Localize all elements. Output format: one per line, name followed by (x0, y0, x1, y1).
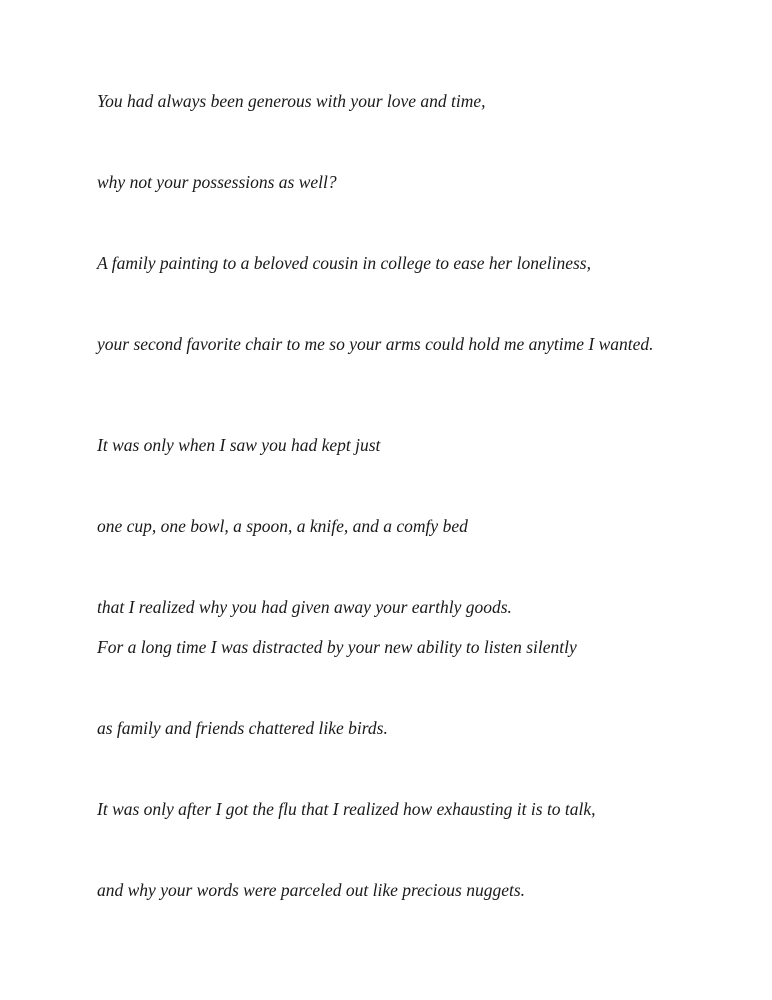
poem-line: You had always been generous with your love and time, (97, 91, 486, 111)
poem-line: your second favorite chair to me so your arms could hold me anytime I wanted. (97, 334, 654, 354)
poem-line: as family and friends chattered like birds. (97, 718, 388, 738)
poem-line: It was only when I saw you had kept just (97, 435, 381, 455)
poem-line: It was only after I got the flu that I realized how exhausting it is to talk, (97, 799, 596, 819)
poem-line: For a long time I was distracted by your new ability to listen silently (97, 637, 577, 657)
poem-line: why not your possessions as well? (97, 172, 337, 192)
poem-line: that I realized why you had given away your earthly goods. (97, 597, 512, 617)
poem-line: A family painting to a beloved cousin in college to ease her loneliness, (97, 253, 591, 273)
poem-line: and why your words were parceled out like precious nuggets. (97, 880, 526, 900)
poem-line: one cup, one bowl, a spoon, a knife, and a comfy bed (97, 516, 468, 536)
